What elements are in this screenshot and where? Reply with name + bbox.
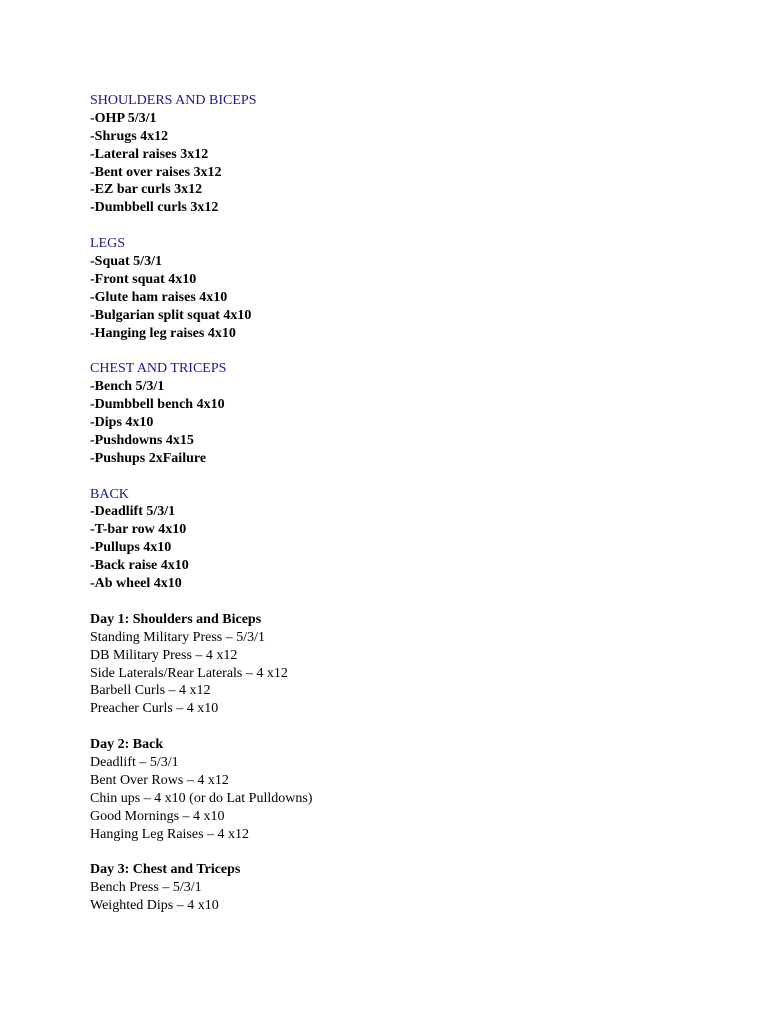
day-2-plan (90, 736, 730, 843)
day-heading: Day 3: Chest and Triceps (90, 862, 241, 878)
exercise-item: -Pushdowns 4x15 (90, 432, 194, 448)
exercise-item: -Back raise 4x10 (90, 558, 189, 574)
workout-item: Preacher Curls – 4 x10 (90, 701, 219, 717)
workout-item: Standing Military Press – 5/3/1 (90, 629, 265, 645)
spacer (90, 217, 730, 235)
exercise-item: -Glute ham raises 4x10 (90, 289, 228, 305)
exercise-item: -Lateral raises 3x12 (90, 146, 209, 162)
exercise-item: -Shrugs 4x12 (90, 128, 169, 144)
exercise-item: -Bulgarian split squat 4x10 (90, 307, 252, 323)
document-body (90, 92, 730, 915)
section-legs (90, 235, 730, 342)
section-chest-triceps (90, 360, 730, 467)
exercise-item: -Squat 5/3/1 (90, 254, 162, 270)
section-heading: SHOULDERS AND BICEPS (90, 93, 257, 108)
section-back (90, 486, 730, 593)
exercise-item: -Ab wheel 4x10 (90, 576, 182, 592)
spacer (90, 843, 730, 861)
day-3-plan (90, 861, 730, 915)
exercise-item: -Front squat 4x10 (90, 271, 197, 287)
workout-item: Good Mornings – 4 x10 (90, 808, 225, 824)
exercise-item: -Bench 5/3/1 (90, 379, 165, 395)
day-1-plan (90, 611, 730, 718)
exercise-item: -Dips 4x10 (90, 415, 154, 431)
exercise-item: -Pushups 2xFailure (90, 450, 207, 466)
day-heading: Day 2: Back (90, 737, 164, 753)
section-shoulders-biceps (90, 92, 730, 217)
exercise-item: -Deadlift 5/3/1 (90, 504, 176, 520)
spacer (90, 718, 730, 736)
exercise-item: -EZ bar curls 3x12 (90, 182, 203, 198)
section-heading: CHEST AND TRICEPS (90, 361, 227, 377)
workout-item: Chin ups – 4 x10 (or do Lat Pulldowns) (90, 790, 313, 806)
workout-item: Bench Press – 5/3/1 (90, 880, 202, 896)
workout-item: Weighted Dips – 4 x10 (90, 898, 219, 914)
exercise-item: -T-bar row 4x10 (90, 522, 187, 538)
exercise-item: -Dumbbell bench 4x10 (90, 397, 225, 413)
workout-item: Hanging Leg Raises – 4 x12 (90, 826, 250, 842)
workout-item: Side Laterals/Rear Laterals – 4 x12 (90, 665, 288, 681)
spacer (90, 342, 730, 360)
section-heading: BACK (90, 486, 129, 502)
exercise-item: -Pullups 4x10 (90, 540, 172, 556)
day-heading: Day 1: Shoulders and Biceps (90, 611, 262, 627)
exercise-item: -Hanging leg raises 4x10 (90, 325, 236, 341)
section-heading: LEGS (90, 236, 125, 252)
workout-item: DB Military Press – 4 x12 (90, 647, 238, 663)
exercise-item: -OHP 5/3/1 (90, 110, 157, 126)
workout-item: Deadlift – 5/3/1 (90, 754, 179, 770)
exercise-item: -Dumbbell curls 3x12 (90, 200, 219, 216)
workout-item: Bent Over Rows – 4 x12 (90, 772, 229, 788)
exercise-item: -Bent over raises 3x12 (90, 164, 222, 180)
workout-item: Barbell Curls – 4 x12 (90, 683, 211, 699)
spacer (90, 468, 730, 486)
spacer (90, 593, 730, 611)
